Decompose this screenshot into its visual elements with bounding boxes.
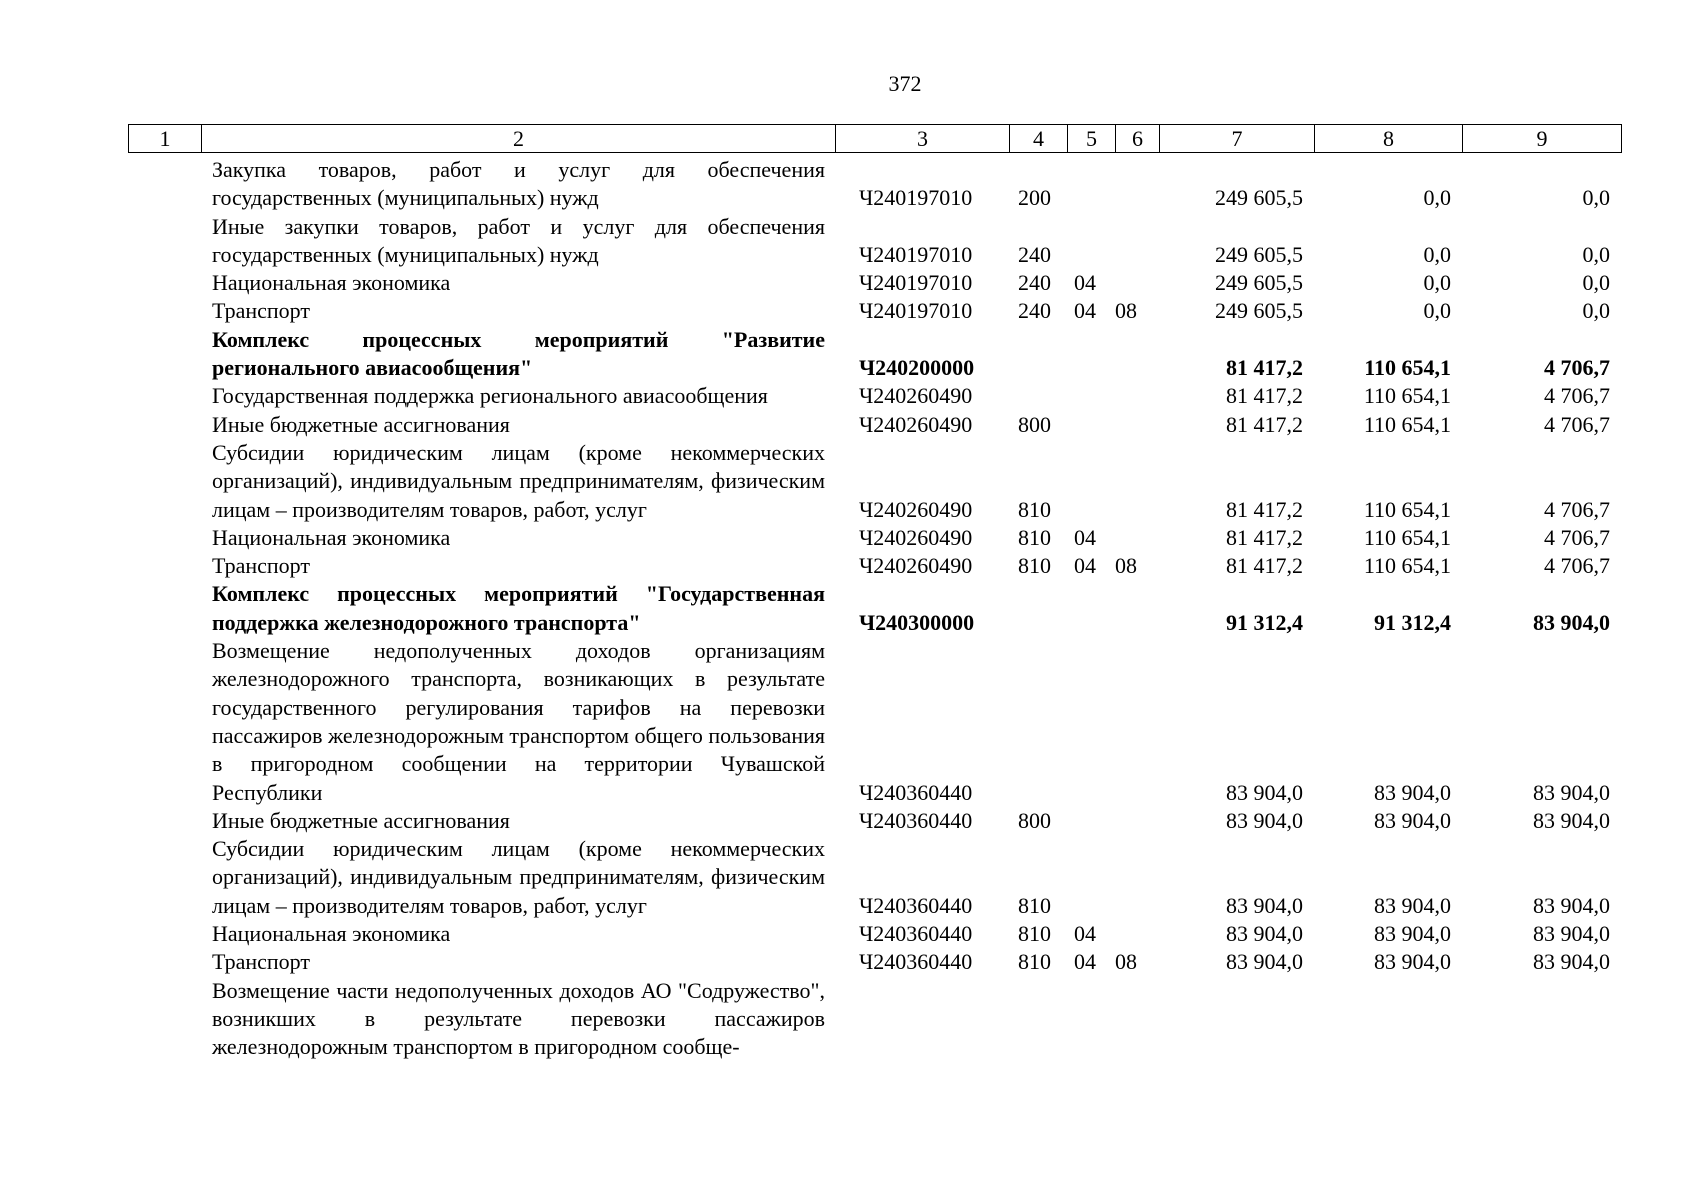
row-subsection xyxy=(1115,835,1159,920)
row-section: 04 xyxy=(1074,298,1096,324)
row-name: Транспорт xyxy=(212,949,311,975)
row-expense-type: 810 xyxy=(1018,949,1051,975)
row-code: Ч240360440 xyxy=(859,921,973,947)
row-section xyxy=(1067,213,1115,270)
row-value-col8: 83 904,0 xyxy=(1374,779,1451,805)
row-section: 04 xyxy=(1074,921,1096,947)
row-code: Ч240360440 xyxy=(859,779,973,805)
row-expense-type xyxy=(1009,382,1067,410)
row-name: Иные бюджетные ассигнования xyxy=(212,411,510,437)
table-row xyxy=(128,411,1621,439)
table-row xyxy=(128,213,1621,270)
row-value-col9: 83 904,0 xyxy=(1533,921,1610,947)
table-row xyxy=(128,637,1621,807)
row-subsection xyxy=(1115,977,1159,1062)
row-name: Транспорт xyxy=(212,298,311,324)
column-header-5: 5 xyxy=(1068,125,1116,153)
row-value-col9: 0,0 xyxy=(1582,270,1610,296)
row-subsection xyxy=(1115,524,1159,552)
row-subsection xyxy=(1115,269,1159,297)
row-expense-type: 800 xyxy=(1018,807,1051,833)
row-name: Субсидии юридическим лицам (кроме некоммерческих организаций), индивидуальным предпринимателям, физическим лицам – производителям товаров, работ, услуг xyxy=(212,836,825,918)
row-code: Ч240197010 xyxy=(859,241,973,267)
row-value-col7: 249 605,5 xyxy=(1215,298,1303,324)
row-expense-type: 240 xyxy=(1018,241,1051,267)
column-header-7: 7 xyxy=(1160,125,1315,153)
row-value-col7: 83 904,0 xyxy=(1226,807,1303,833)
row-expense-type xyxy=(1009,580,1067,637)
row-expense-type: 810 xyxy=(1018,553,1051,579)
row-name: Комплекс процессных мероприятий "Государственная поддержка железнодорожного транспорта" xyxy=(212,581,825,635)
row-expense-type: 810 xyxy=(1018,524,1051,550)
row-value-col9: 83 904,0 xyxy=(1533,949,1610,975)
row-value-col7: 81 417,2 xyxy=(1226,524,1303,550)
row-value-col8: 110 654,1 xyxy=(1363,553,1451,579)
row-value-col9: 83 904,0 xyxy=(1533,807,1610,833)
column-header-1: 1 xyxy=(129,125,202,153)
row-code: Ч240360440 xyxy=(859,807,973,833)
row-expense-type: 810 xyxy=(1018,921,1051,947)
row-code xyxy=(835,977,1009,1062)
row-name: Транспорт xyxy=(212,553,311,579)
row-section xyxy=(1067,835,1115,920)
column-header-row xyxy=(129,125,1622,153)
row-value-col8: 83 904,0 xyxy=(1374,892,1451,918)
row-expense-type: 810 xyxy=(1018,496,1051,522)
row-name: Возмещение части недополученных доходов АО "Содружество", возникших в результате перевозки пассажиров железнодорожным транспортом в пригородном сообще- xyxy=(212,977,825,1060)
row-name: Субсидии юридическим лицам (кроме некоммерческих организаций), индивидуальным предпринимателям, физическим лицам – производителям товаров, работ, услуг xyxy=(212,439,825,522)
row-value-col7: 91 312,4 xyxy=(1226,609,1303,635)
row-section xyxy=(1067,156,1115,213)
row-value-col8: 0,0 xyxy=(1423,241,1451,267)
table-row xyxy=(128,524,1621,552)
row-value-col7 xyxy=(1159,977,1314,1062)
row-value-col9: 4 706,7 xyxy=(1544,496,1610,522)
row-expense-type: 800 xyxy=(1018,411,1051,437)
row-code: Ч240260490 xyxy=(859,553,973,579)
table-row xyxy=(128,580,1621,637)
row-value-col7: 83 904,0 xyxy=(1226,921,1303,947)
row-subsection xyxy=(1115,580,1159,637)
row-value-col9: 4 706,7 xyxy=(1544,411,1610,437)
row-name: Национальная экономика xyxy=(212,921,451,947)
row-value-col8: 83 904,0 xyxy=(1374,949,1451,975)
row-section xyxy=(1067,580,1115,637)
row-subsection xyxy=(1115,439,1159,524)
column-header-table xyxy=(128,124,1622,153)
row-section xyxy=(1067,411,1115,439)
row-value-col9: 4 706,7 xyxy=(1544,524,1610,550)
row-code: Ч240197010 xyxy=(859,298,973,324)
row-code: Ч240260490 xyxy=(859,496,973,522)
table-row xyxy=(128,439,1621,524)
row-expense-type xyxy=(1009,977,1067,1062)
row-section xyxy=(1067,637,1115,807)
row-code: Ч240260490 xyxy=(859,411,973,437)
column-header-2: 2 xyxy=(202,125,836,153)
column-header-9: 9 xyxy=(1463,125,1622,153)
row-name: Государственная поддержка регионального авиасообщения xyxy=(212,383,768,409)
table-row xyxy=(128,382,1621,410)
row-name: Иные бюджетные ассигнования xyxy=(212,807,510,833)
row-value-col7: 81 417,2 xyxy=(1226,383,1303,409)
row-subsection xyxy=(1115,156,1159,213)
row-name: Закупка товаров, работ и услуг для обеспечения государственных (муниципальных) нужд xyxy=(212,157,825,211)
row-value-col7: 81 417,2 xyxy=(1226,355,1303,381)
row-value-col8: 110 654,1 xyxy=(1363,383,1451,409)
row-section: 04 xyxy=(1074,553,1096,579)
row-code: Ч240300000 xyxy=(859,609,975,635)
row-expense-type xyxy=(1009,326,1067,383)
row-value-col9: 0,0 xyxy=(1582,241,1610,267)
row-value-col9: 4 706,7 xyxy=(1544,383,1610,409)
row-value-col8: 83 904,0 xyxy=(1374,807,1451,833)
row-value-col7: 81 417,2 xyxy=(1226,496,1303,522)
row-value-col7: 83 904,0 xyxy=(1226,892,1303,918)
table-row xyxy=(128,297,1621,325)
row-section xyxy=(1067,382,1115,410)
row-value-col9: 83 904,0 xyxy=(1533,779,1610,805)
row-section xyxy=(1067,326,1115,383)
table-row xyxy=(128,835,1621,920)
row-name: Комплекс процессных мероприятий "Развитие регионального авиасообщения" xyxy=(212,326,825,381)
row-value-col8: 110 654,1 xyxy=(1364,355,1451,381)
row-section xyxy=(1067,807,1115,835)
table-row xyxy=(128,920,1621,948)
row-value-col9: 83 904,0 xyxy=(1533,609,1610,635)
row-code: Ч240360440 xyxy=(859,949,973,975)
row-subsection xyxy=(1115,213,1159,270)
row-code: Ч240200000 xyxy=(859,355,975,381)
row-code: Ч240197010 xyxy=(859,270,973,296)
row-value-col8: 91 312,4 xyxy=(1374,609,1451,635)
row-expense-type: 240 xyxy=(1018,270,1051,296)
row-value-col8: 0,0 xyxy=(1423,298,1451,324)
row-expense-type: 810 xyxy=(1018,892,1051,918)
row-code: Ч240260490 xyxy=(859,383,973,409)
table-row xyxy=(128,326,1621,383)
row-value-col9: 0,0 xyxy=(1582,185,1610,211)
row-section: 04 xyxy=(1074,949,1096,975)
row-value-col8: 110 654,1 xyxy=(1363,411,1451,437)
row-name: Возмещение недополученных доходов организациям железнодорожного транспорта, возникающих в результате государственного регулирования тарифов на перевозки пассажиров железнодорожным транспортом общего пользования в пригородном сообщении на территории Чувашской Республики xyxy=(212,638,825,805)
row-value-col8: 110 654,1 xyxy=(1363,496,1451,522)
table-row xyxy=(128,269,1621,297)
row-value-col9: 0,0 xyxy=(1582,298,1610,324)
row-name: Национальная экономика xyxy=(212,524,451,550)
row-code: Ч240197010 xyxy=(859,185,973,211)
row-section xyxy=(1067,439,1115,524)
row-value-col9: 4 706,7 xyxy=(1544,355,1610,381)
row-value-col8: 0,0 xyxy=(1423,270,1451,296)
row-name: Национальная экономика xyxy=(212,270,451,296)
row-subsection xyxy=(1115,326,1159,383)
row-value-col8: 0,0 xyxy=(1423,185,1451,211)
row-value-col8: 110 654,1 xyxy=(1363,524,1451,550)
table-row xyxy=(128,156,1621,213)
row-value-col8 xyxy=(1314,977,1462,1062)
row-value-col7: 249 605,5 xyxy=(1215,185,1303,211)
table-row xyxy=(128,948,1621,976)
row-section: 04 xyxy=(1074,524,1096,550)
row-value-col8: 83 904,0 xyxy=(1374,921,1451,947)
column-header-6: 6 xyxy=(1116,125,1160,153)
column-header-3: 3 xyxy=(836,125,1010,153)
row-value-col7: 83 904,0 xyxy=(1226,779,1303,805)
row-value-col7: 249 605,5 xyxy=(1215,270,1303,296)
row-section xyxy=(1067,977,1115,1062)
row-subsection xyxy=(1115,382,1159,410)
column-header-8: 8 xyxy=(1315,125,1463,153)
table-row xyxy=(128,807,1621,835)
table-row xyxy=(128,552,1621,580)
row-expense-type: 200 xyxy=(1018,185,1051,211)
row-section: 04 xyxy=(1074,270,1096,296)
budget-table xyxy=(128,156,1621,1062)
row-subsection xyxy=(1115,637,1159,807)
row-expense-type xyxy=(1009,637,1067,807)
row-expense-type: 240 xyxy=(1018,298,1051,324)
column-header-4: 4 xyxy=(1010,125,1068,153)
row-subsection xyxy=(1115,411,1159,439)
row-value-col7: 81 417,2 xyxy=(1226,553,1303,579)
row-name: Иные закупки товаров, работ и услуг для обеспечения государственных (муниципальных) нужд xyxy=(212,213,825,267)
row-subsection: 08 xyxy=(1115,949,1137,975)
row-value-col7: 83 904,0 xyxy=(1226,949,1303,975)
table-row xyxy=(128,977,1621,1062)
row-subsection xyxy=(1115,807,1159,835)
row-subsection xyxy=(1115,920,1159,948)
row-subsection: 08 xyxy=(1115,553,1137,579)
row-value-col9 xyxy=(1462,977,1621,1062)
row-code: Ч240260490 xyxy=(859,524,973,550)
row-value-col9: 4 706,7 xyxy=(1544,553,1610,579)
page-number: 372 xyxy=(888,71,922,96)
row-subsection: 08 xyxy=(1115,298,1137,324)
row-code: Ч240360440 xyxy=(859,892,973,918)
row-value-col7: 81 417,2 xyxy=(1226,411,1303,437)
row-value-col9: 83 904,0 xyxy=(1533,892,1610,918)
row-value-col7: 249 605,5 xyxy=(1215,241,1303,267)
